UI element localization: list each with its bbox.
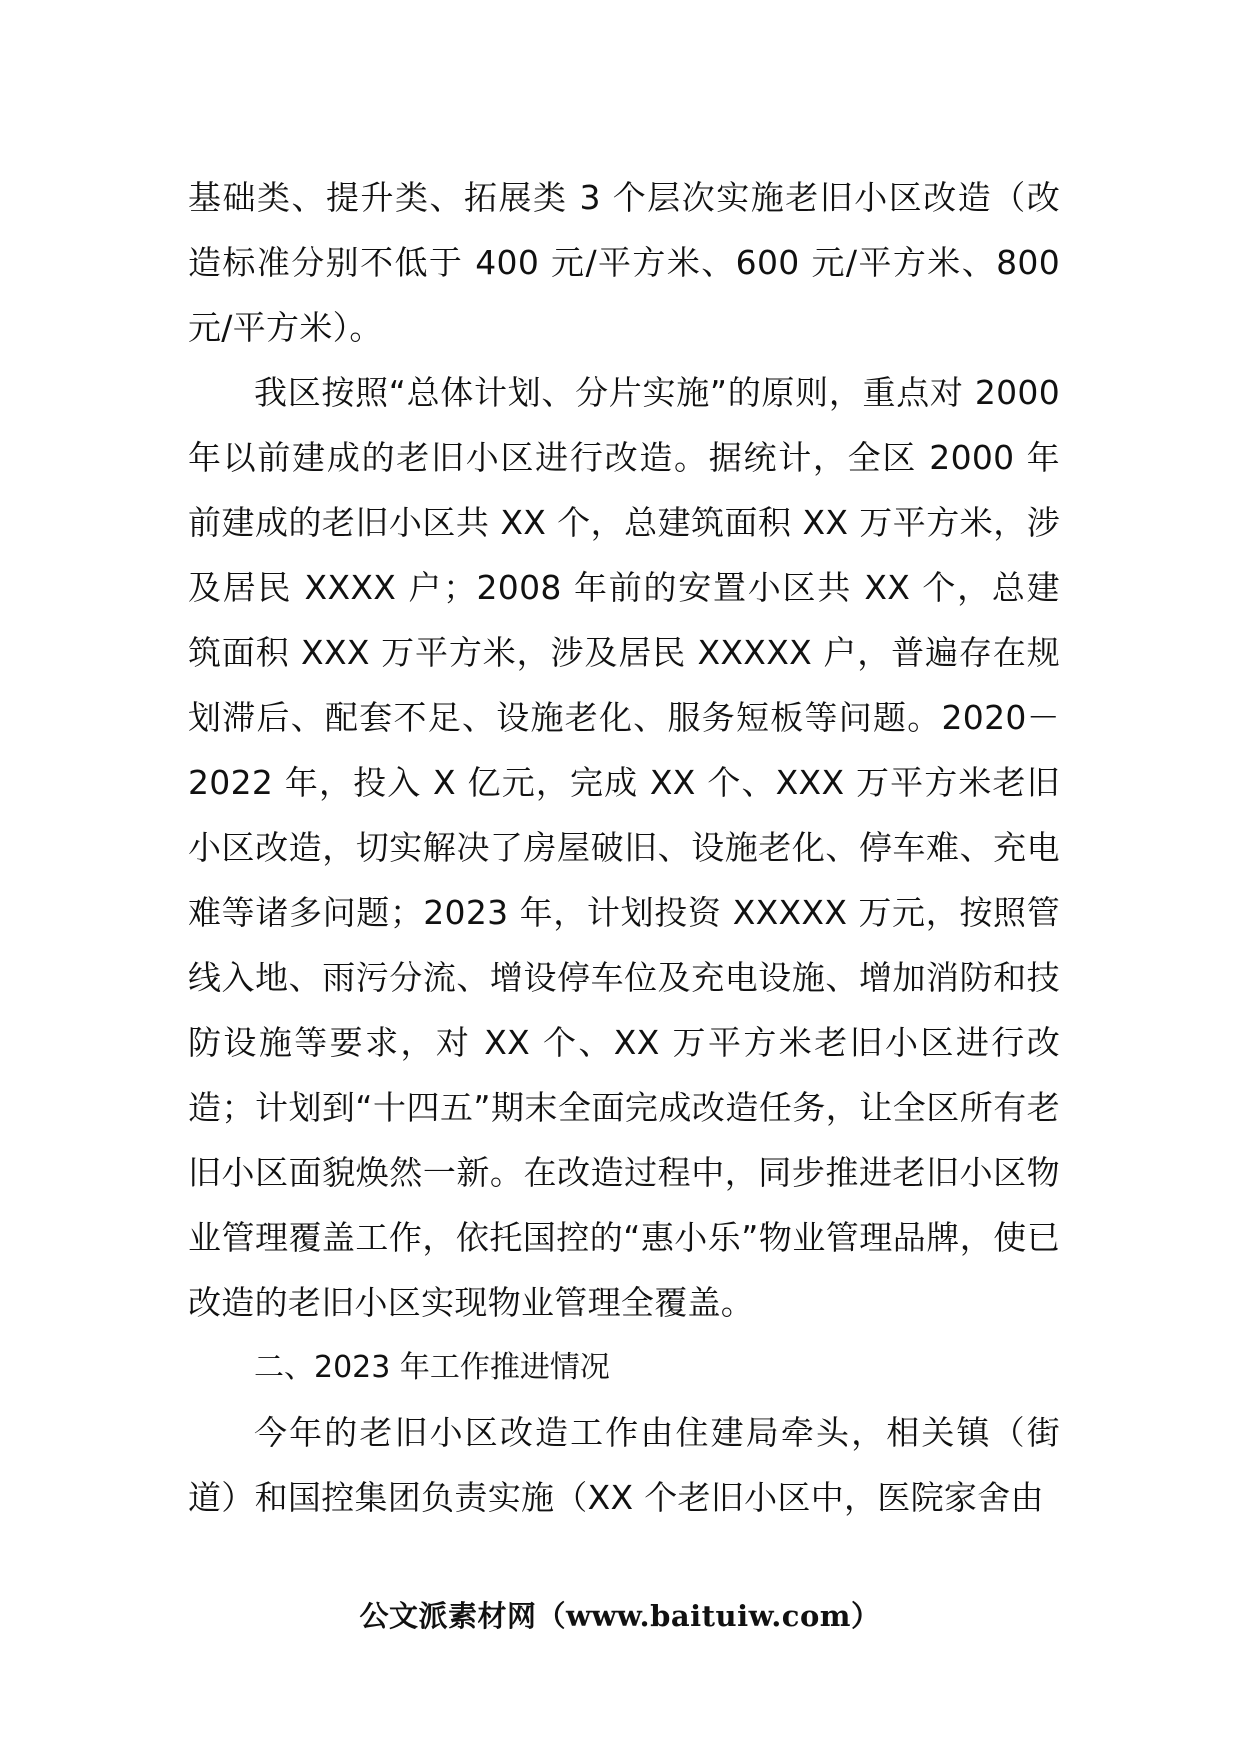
section-heading: 二、2023 年工作推进情况 bbox=[254, 1350, 610, 1385]
footer-watermark: 公文派素材网（www.baituiw.com） bbox=[359, 1599, 881, 1633]
document-body bbox=[188, 165, 1060, 1530]
paragraph-overview: 我区按照“总体计划、分片实施”的原则，重点对 2000 年以前建成的老旧小区进行改造。据统计，全区 2000 年前建成的老旧小区共 XX 个，总建筑面积 XX 万平方米，涉及居民 XXXX 户；2008 年前的安置小区共 XX 个，总建筑面积 XXX 万平方米，涉及居民 XXXXX 户，普遍存在规划滞后、配套不足、设施老化、服务短板等问题。2020－2022 年，投入 X 亿元，完成 XX 个、XXX 万平方米老旧小区改造，切实解决了房屋破旧、设施老化、停车难、充电难等诸多问题；2023 年，计划投资 XXXXX 万元，按照管线入地、雨污分流、增设停车位及充电设施、增加消防和技防设施等要求，对 XX 个、XX 万平方米老旧小区进行改造；计划到“十四五”期末全面完成改造任务，让全区所有老旧小区面貌焕然一新。在改造过程中，同步推进老旧小区物业管理覆盖工作，依托国控的“惠小乐”物业管理品牌，使已改造的老旧小区实现物业管理全覆盖。 bbox=[188, 373, 1060, 1322]
paragraph-continuation: 基础类、提升类、拓展类 3 个层次实施老旧小区改造（改造标准分别不低于 400 元/平方米、600 元/平方米、800 元/平方米）。 bbox=[188, 178, 1061, 347]
paragraph-work-progress: 今年的老旧小区改造工作由住建局牵头，相关镇（街道）和国控集团负责实施（XX 个老旧小区中，医院家舍由 bbox=[188, 1413, 1060, 1517]
